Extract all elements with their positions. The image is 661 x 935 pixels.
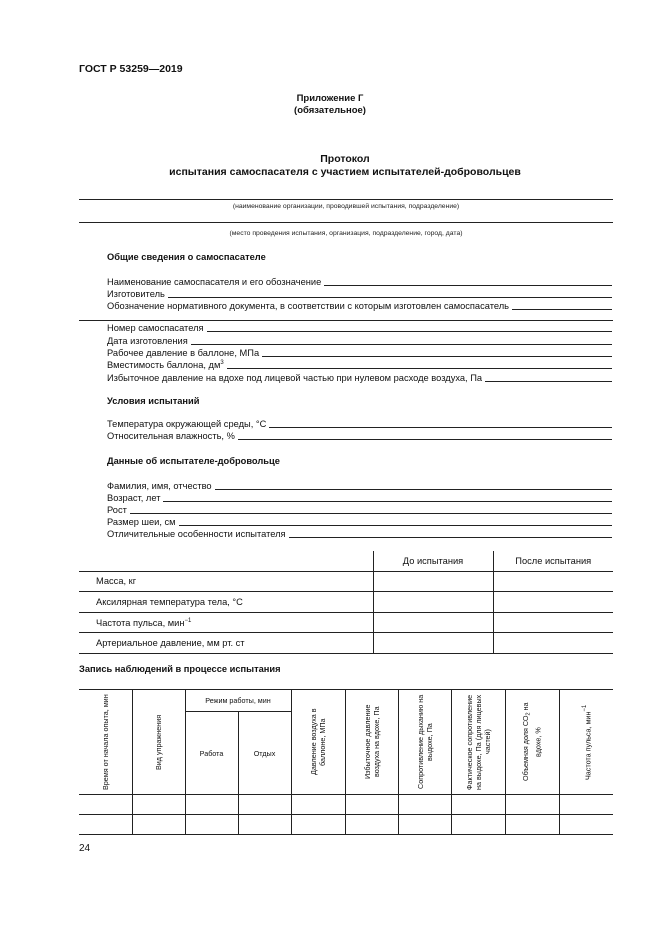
row-label-pulse	[79, 612, 373, 633]
observations-title: Запись наблюдений в процессе испытания	[79, 664, 281, 674]
header-time	[79, 690, 132, 795]
conditions-section-title: Условия испытаний	[107, 396, 200, 406]
field-label: Обозначение нормативного документа, в соответствии с которым изготовлен самоспасатель	[107, 301, 510, 311]
field-neck-size	[107, 516, 612, 527]
table-cell[interactable]	[559, 795, 613, 815]
table-cell[interactable]	[79, 815, 132, 835]
table-row	[79, 815, 613, 835]
field-manufacture-date	[107, 335, 612, 346]
field-excess-pressure	[107, 372, 612, 383]
header-actual	[451, 690, 505, 795]
field-label: Избыточное давление на вдохе под лицевой частью при нулевом расходе воздуха, Па	[107, 373, 483, 383]
co2-subscript: 2	[525, 712, 532, 716]
table-row	[79, 571, 613, 592]
field-blank[interactable]	[262, 356, 612, 357]
table-cell[interactable]	[505, 795, 559, 815]
field-label: Рабочее давление в баллоне, МПа	[107, 348, 260, 358]
field-label: Фамилия, имя, отчество	[107, 481, 212, 491]
field-blank[interactable]	[289, 537, 612, 538]
appendix-status: (обязательное)	[294, 105, 366, 116]
cell-before[interactable]	[373, 592, 493, 613]
field-label: Отличительные особенности испытателя	[107, 529, 286, 539]
pulse-label: Частота пульса, мин	[582, 711, 592, 780]
table-cell[interactable]	[505, 815, 559, 835]
protocol-subtitle: испытания самоспасателя с участием испытателей-добровольцев	[169, 166, 521, 178]
cell-after[interactable]	[493, 633, 613, 654]
field-label: Рост	[107, 505, 127, 515]
co2-suffix: на вдохе, %	[521, 702, 543, 757]
observations-table	[79, 689, 613, 835]
field-blank[interactable]	[512, 309, 612, 310]
cell-after[interactable]	[493, 612, 613, 633]
table-cell[interactable]	[238, 795, 291, 815]
field-label: Дата изготовления	[107, 336, 188, 346]
observations-header-row	[79, 690, 613, 712]
table-cell[interactable]	[559, 815, 613, 835]
field-blank[interactable]	[227, 368, 612, 369]
protocol-title: Протокол	[320, 153, 370, 165]
cell-after[interactable]	[493, 571, 613, 592]
place-line[interactable]	[79, 222, 613, 223]
table-cell[interactable]	[451, 795, 505, 815]
field-label: Изготовитель	[107, 289, 165, 299]
field-blank[interactable]	[168, 297, 612, 298]
table-cell[interactable]	[345, 815, 398, 835]
field-blank[interactable]	[215, 489, 612, 490]
table-cell[interactable]	[79, 795, 132, 815]
table-row	[79, 612, 613, 633]
field-blank[interactable]	[269, 427, 612, 428]
header-co2-text	[521, 694, 542, 790]
header-actual-text: Фактическое сопротивление на выдохе, Па (для лицевых частей)	[464, 694, 492, 790]
page-number: 24	[79, 843, 91, 854]
org-line[interactable]	[79, 199, 613, 200]
field-blank[interactable]	[130, 513, 612, 514]
pulse-label-text: Частота пульса, мин	[96, 617, 185, 628]
cell-after[interactable]	[493, 592, 613, 613]
header-pulse	[559, 690, 613, 795]
empty-header-cell	[79, 551, 373, 571]
table-row	[79, 592, 613, 613]
table-cell[interactable]	[345, 795, 398, 815]
header-pulse-text	[581, 694, 592, 790]
field-working-pressure	[107, 347, 612, 358]
appendix-title: Приложение Г	[296, 93, 364, 104]
header-resistance	[398, 690, 451, 795]
measurement-header-row	[79, 551, 613, 571]
field-blank[interactable]	[179, 525, 612, 526]
field-standard	[107, 300, 612, 311]
table-cell[interactable]	[398, 795, 451, 815]
field-blank[interactable]	[238, 439, 612, 440]
field-label: Размер шеи, см	[107, 517, 176, 527]
header-pressure	[291, 690, 345, 795]
header-work: Работа	[185, 712, 238, 795]
header-time-text: Время от начала опыта, мин	[100, 694, 110, 790]
header-exercise-text: Вид упражнения	[154, 714, 163, 770]
general-section-title: Общие сведения о самоспасателе	[107, 252, 266, 262]
field-label: Температура окружающей среды, °С	[107, 419, 267, 429]
document-code: ГОСТ Р 53259—2019	[79, 63, 183, 75]
field-cylinder-volume	[107, 359, 612, 370]
field-label: Наименование самоспасателя и его обозначение	[107, 277, 322, 287]
field-manufacturer	[107, 288, 612, 299]
table-row	[79, 633, 613, 654]
table-row	[79, 795, 613, 815]
field-age	[107, 492, 612, 503]
volume-label-text: Вместимость баллона, дм	[107, 360, 221, 370]
table-cell[interactable]	[451, 815, 505, 835]
field-serial-number	[107, 322, 612, 333]
header-exercise	[132, 690, 185, 795]
standard-continuation-line[interactable]	[79, 320, 613, 321]
field-label: Относительная влажность, %	[107, 431, 235, 441]
cell-before[interactable]	[373, 571, 493, 592]
org-caption: (наименование организации, проводившей испытания, подразделение)	[232, 203, 460, 210]
header-after-test: После испытания	[493, 551, 613, 571]
cell-before[interactable]	[373, 633, 493, 654]
table-cell[interactable]	[132, 795, 185, 815]
field-full-name	[107, 480, 612, 491]
field-temperature	[107, 418, 612, 429]
field-label: Номер самоспасателя	[107, 323, 204, 333]
measurement-table	[79, 551, 613, 654]
header-rest: Отдых	[238, 712, 291, 795]
place-caption: (место проведения испытания, организация, подразделение, город, дата)	[229, 230, 463, 237]
field-humidity	[107, 430, 612, 441]
field-blank[interactable]	[191, 344, 612, 345]
field-blank[interactable]	[324, 285, 612, 286]
table-cell[interactable]	[238, 815, 291, 835]
field-label	[107, 358, 227, 370]
volunteer-section-title: Данные об испытателе-добровольце	[107, 456, 280, 466]
field-label: Возраст, лет	[107, 493, 161, 503]
row-label-temperature: Аксилярная температура тела, °С	[79, 592, 373, 613]
field-distinctive-features	[107, 528, 612, 539]
field-name	[107, 276, 612, 287]
header-co2	[505, 690, 559, 795]
row-label-mass: Масса, кг	[79, 571, 373, 592]
table-cell[interactable]	[132, 815, 185, 835]
field-blank[interactable]	[163, 501, 612, 502]
field-height	[107, 504, 612, 515]
row-label-blood-pressure: Артериальное давление, мм рт. ст	[79, 633, 373, 654]
table-cell[interactable]	[185, 795, 238, 815]
table-cell[interactable]	[398, 815, 451, 835]
header-excess-text: Избыточное давление воздуха на вдохе, Па	[362, 704, 381, 780]
header-before-test: До испытания	[373, 551, 493, 571]
cell-before[interactable]	[373, 612, 493, 633]
co2-label: Объемная доля СО	[521, 715, 531, 782]
table-cell[interactable]	[185, 815, 238, 835]
pulse-superscript: −1	[581, 704, 588, 712]
field-blank[interactable]	[207, 331, 612, 332]
header-resistance-text: Сопротивление дыханию на выдохе, Па	[415, 694, 434, 790]
table-cell[interactable]	[291, 795, 345, 815]
header-excess	[345, 690, 398, 795]
header-pressure-text: Давление воздуха в баллоне, МПа	[309, 708, 327, 776]
volume-unit-superscript: 3	[220, 359, 224, 366]
field-blank[interactable]	[485, 381, 612, 382]
table-cell[interactable]	[291, 815, 345, 835]
header-mode: Режим работы, мин	[185, 690, 291, 712]
pulse-unit-superscript: −1	[184, 617, 192, 624]
